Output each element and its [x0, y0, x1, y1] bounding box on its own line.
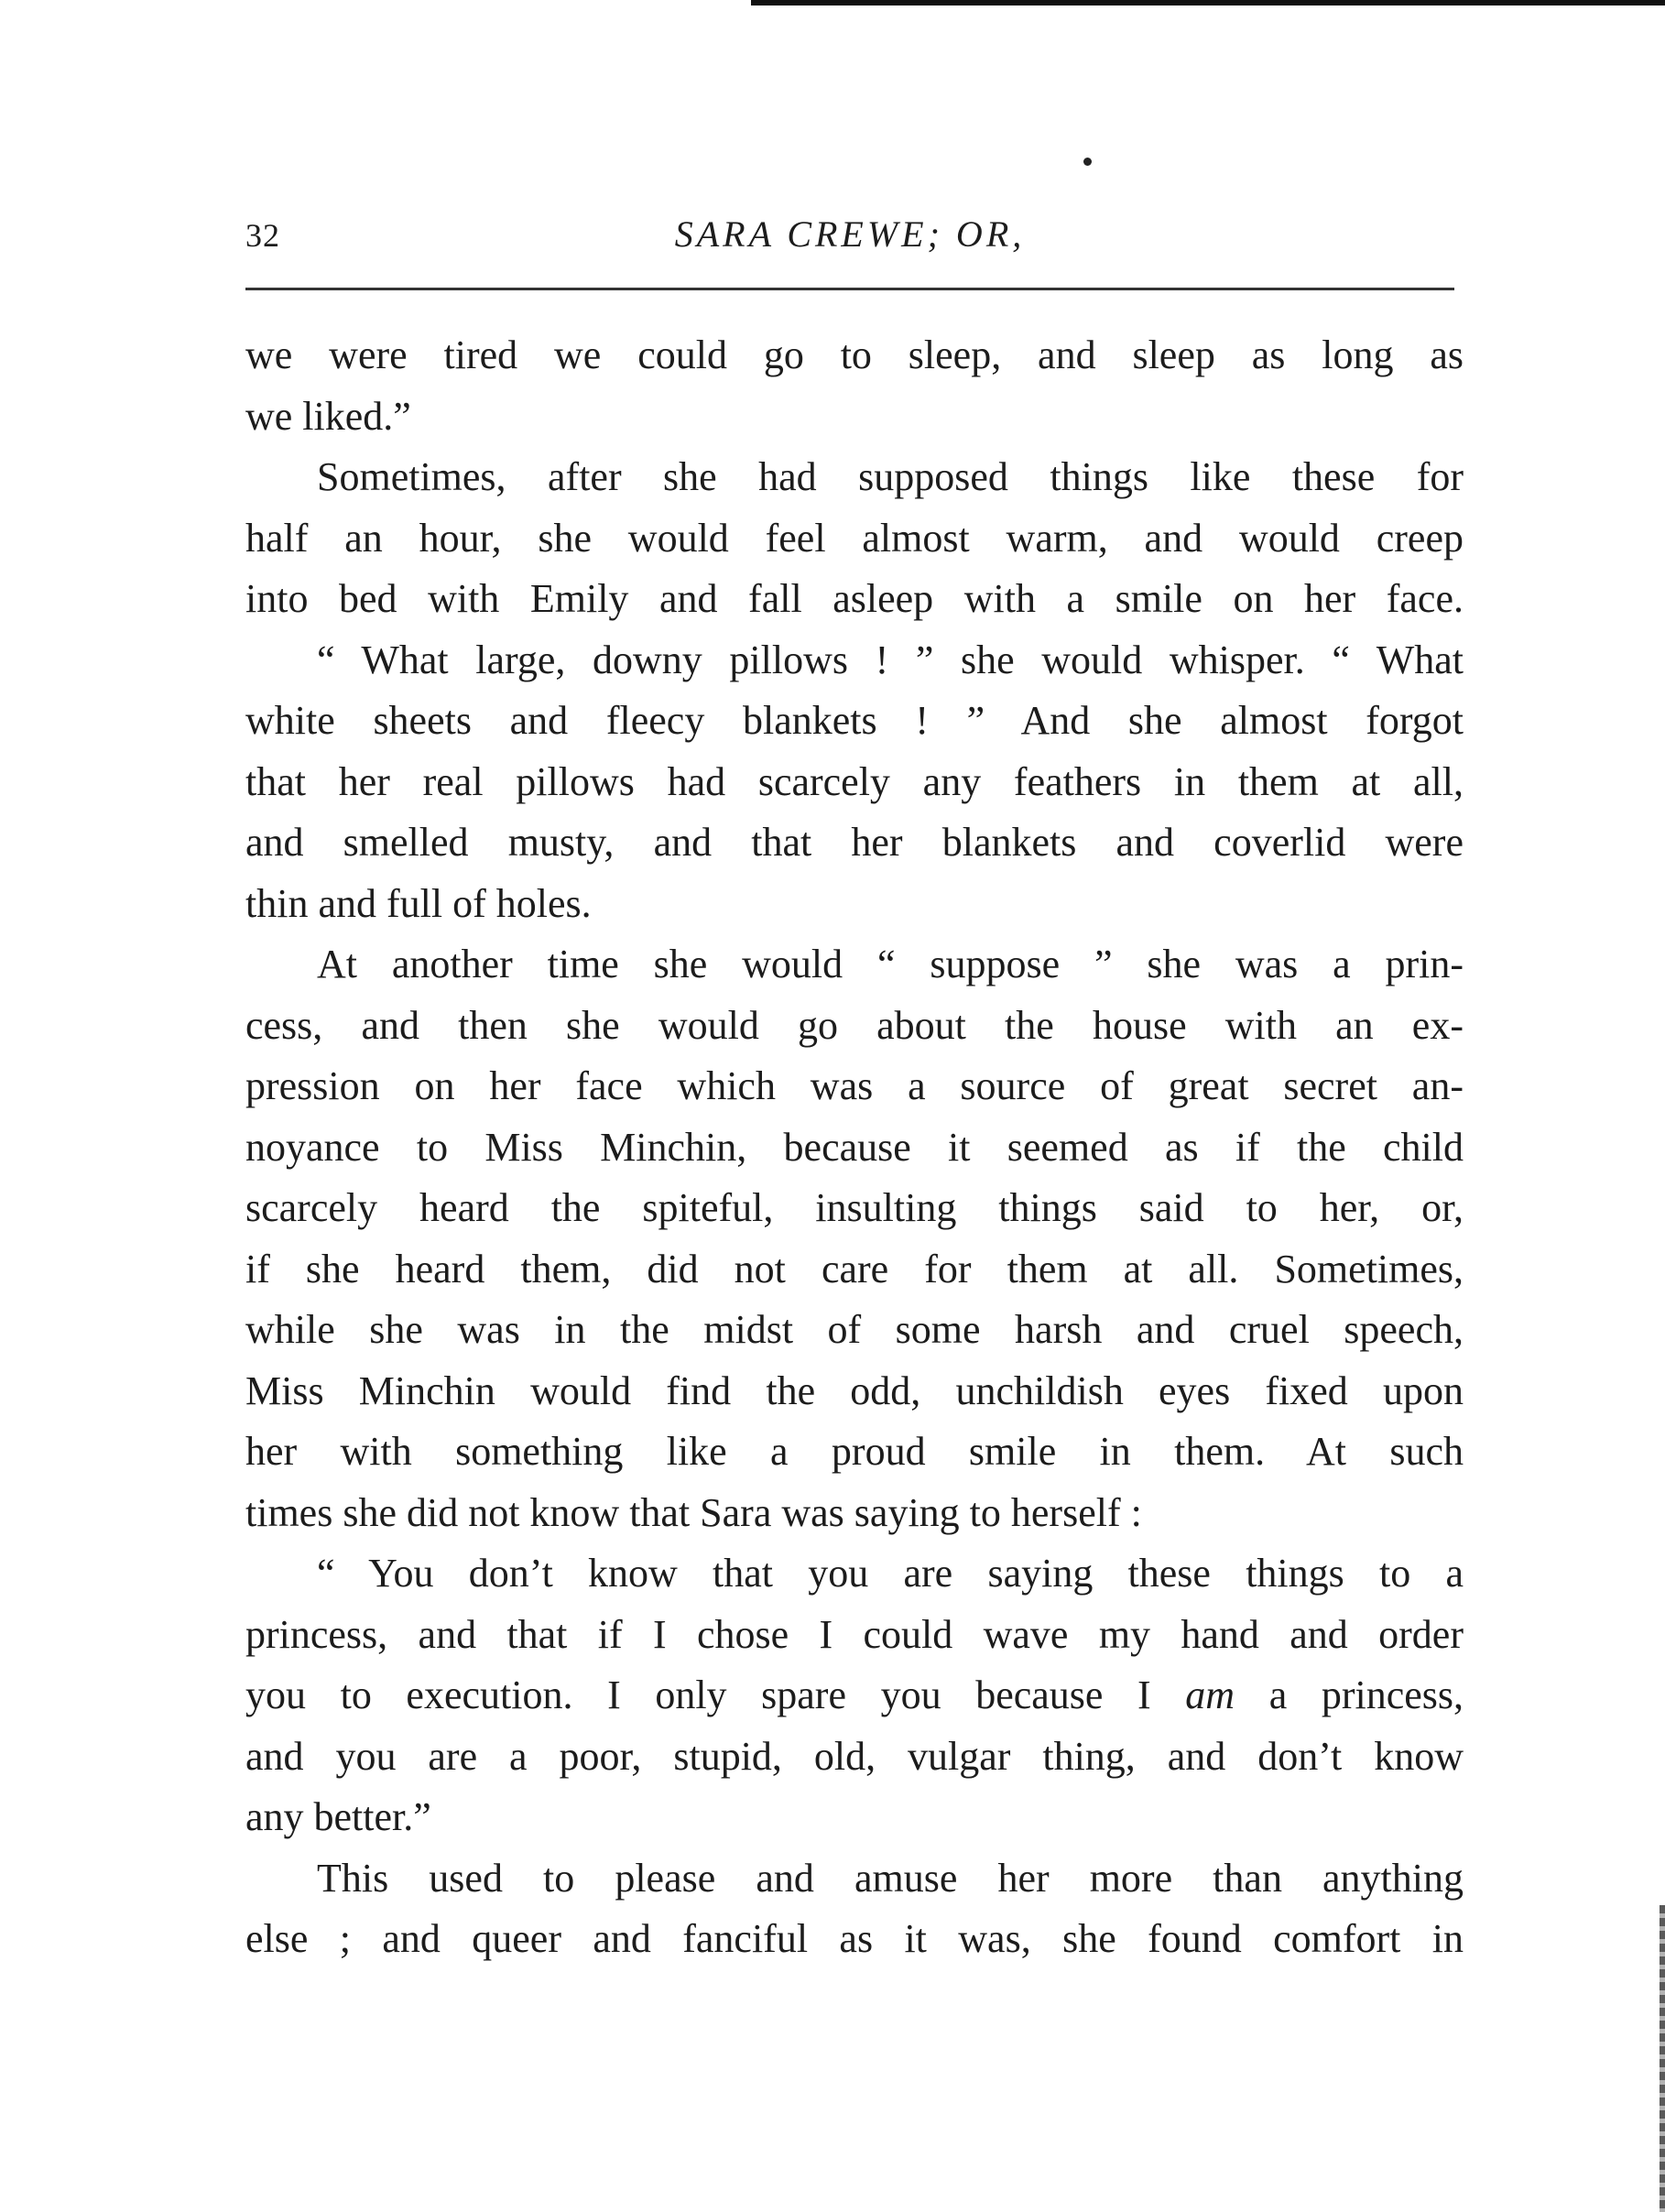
paragraph-first-line: Sometimes, after she had supposed things like these for [317, 454, 1464, 499]
paragraph-first-line: “ You don’t know that you are saying these things to a [317, 1551, 1464, 1596]
text-line: and smelled musty, and that her blankets and coverlid were [245, 820, 1464, 865]
ink-speck [1083, 158, 1092, 166]
paragraph-first-line: “ What large, downy pillows ! ” she would whisper. “ What [317, 637, 1464, 682]
text-segment: a princess, [1268, 1673, 1464, 1717]
text-line: into bed with Emily and fall asleep with a smile on her face. [245, 576, 1464, 621]
running-head: SARA CREWE; OR, [674, 213, 1026, 255]
text-line: that her real pillows had scarcely any feathers in them at all, [245, 758, 1464, 804]
top-edge-rule [751, 0, 1665, 5]
text-line: we were tired we could go to sleep, and sleep as long as [245, 332, 1464, 377]
text-segment: you to execution. I only spare you because I [245, 1673, 1151, 1717]
text-line: and you are a poor, stupid, old, vulgar thing, and don’t know [245, 1733, 1464, 1779]
text-line-with-italic [245, 1665, 1464, 1727]
text-line: her with something like a proud smile in them. At such [245, 1429, 1464, 1474]
header-rule [245, 288, 1454, 290]
italic-emphasis: am [1185, 1673, 1235, 1717]
paragraph-first-line: At another time she would “ suppose ” she was a prin- [317, 942, 1464, 986]
page-number: 32 [245, 217, 280, 254]
text-line: we liked.” [245, 393, 411, 439]
text-line: noyance to Miss Minchin, because it seemed as if the child [245, 1124, 1464, 1170]
text-line: scarcely heard the spiteful, insulting things said to her, or, [245, 1185, 1464, 1230]
scanned-page-edge [1660, 1905, 1665, 2212]
body-text [245, 325, 1464, 1970]
text-line: pression on her face which was a source of great secret an- [245, 1063, 1464, 1108]
text-line: if she heard them, did not care for them at all. Sometimes, [245, 1246, 1464, 1291]
text-line: while she was in the midst of some harsh and cruel speech, [245, 1307, 1464, 1352]
text-line: any better.” [245, 1794, 431, 1839]
page-header [245, 212, 1454, 267]
text-line: half an hour, she would feel almost warm, and would creep [245, 515, 1464, 561]
text-line: thin and full of holes. [245, 880, 592, 926]
text-line: times she did not know that Sara was saying to herself : [245, 1489, 1142, 1535]
paragraph-first-line: This used to please and amuse her more than anything [317, 1855, 1464, 1901]
text-line: Miss Minchin would find the odd, unchildish eyes fixed upon [245, 1368, 1464, 1413]
text-line: white sheets and fleecy blankets ! ” And she almost forgot [245, 698, 1464, 743]
text-line: else ; and queer and fanciful as it was, she found comfort in [245, 1916, 1464, 1961]
text-line: princess, and that if I chose I could wave my hand and order [245, 1611, 1464, 1657]
text-line: cess, and then she would go about the house with an ex- [245, 1002, 1464, 1048]
